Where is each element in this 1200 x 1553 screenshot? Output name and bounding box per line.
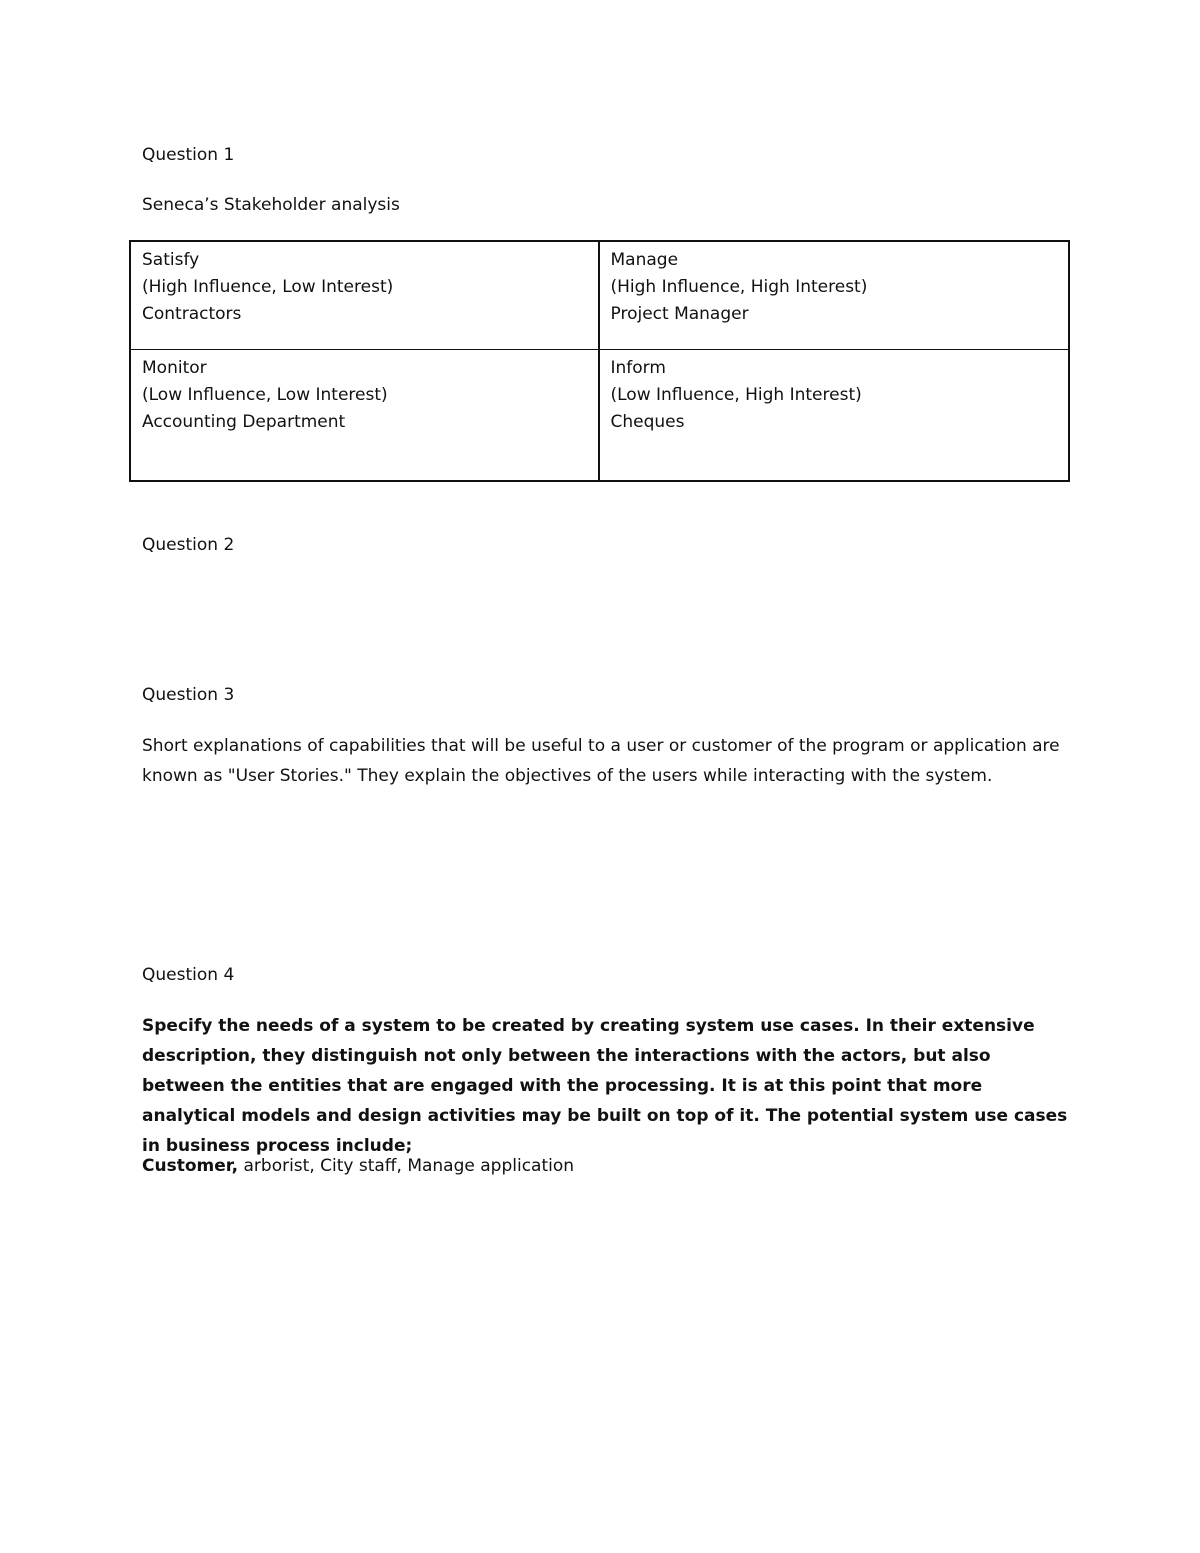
stakeholder-analysis-title: Seneca’s Stakeholder analysis bbox=[142, 195, 400, 215]
cell-criteria: (Low Influence, High Interest) bbox=[610, 385, 862, 405]
actors-bold-label: Customer, bbox=[142, 1156, 239, 1176]
cell-stakeholder: Cheques bbox=[610, 412, 685, 432]
actors-list: arborist, City staff, Manage application bbox=[238, 1156, 575, 1176]
matrix-cell-satisfy bbox=[131, 242, 600, 350]
stakeholder-matrix-table bbox=[129, 240, 1070, 482]
question-3-heading: Question 3 bbox=[142, 685, 235, 705]
matrix-cell-inform bbox=[600, 350, 1069, 480]
cell-criteria: (Low Influence, Low Interest) bbox=[142, 385, 388, 405]
question-1-heading: Question 1 bbox=[142, 145, 235, 165]
question-3-answer: Short explanations of capabilities that will be useful to a user or customer of the program or application are known as "User Stories." They explain the objectives of the users while interacting with the system. bbox=[142, 736, 1060, 786]
question-2-heading: Question 2 bbox=[142, 535, 235, 555]
cell-criteria: (High Influence, Low Interest) bbox=[142, 277, 394, 297]
cell-title: Monitor bbox=[142, 358, 207, 378]
matrix-cell-manage bbox=[600, 242, 1069, 350]
question-4-answer: Specify the needs of a system to be created by creating system use cases. In their extensive description, they distinguish not only between the interactions with the actors, but also between the entities that are engaged with the processing. It is at this point that more analytical models and design activities may be built on top of it. The potential system use cases in business process include; bbox=[142, 1016, 1068, 1156]
question-4-heading: Question 4 bbox=[142, 965, 235, 985]
matrix-cell-monitor bbox=[131, 350, 600, 480]
cell-title: Satisfy bbox=[142, 250, 200, 270]
use-case-actors-line bbox=[142, 1151, 574, 1181]
cell-stakeholder: Contractors bbox=[142, 304, 242, 324]
cell-criteria: (High Influence, High Interest) bbox=[610, 277, 868, 297]
cell-title: Manage bbox=[610, 250, 679, 270]
cell-title: Inform bbox=[610, 358, 666, 378]
cell-stakeholder: Accounting Department bbox=[142, 412, 346, 432]
cell-stakeholder: Project Manager bbox=[610, 304, 749, 324]
